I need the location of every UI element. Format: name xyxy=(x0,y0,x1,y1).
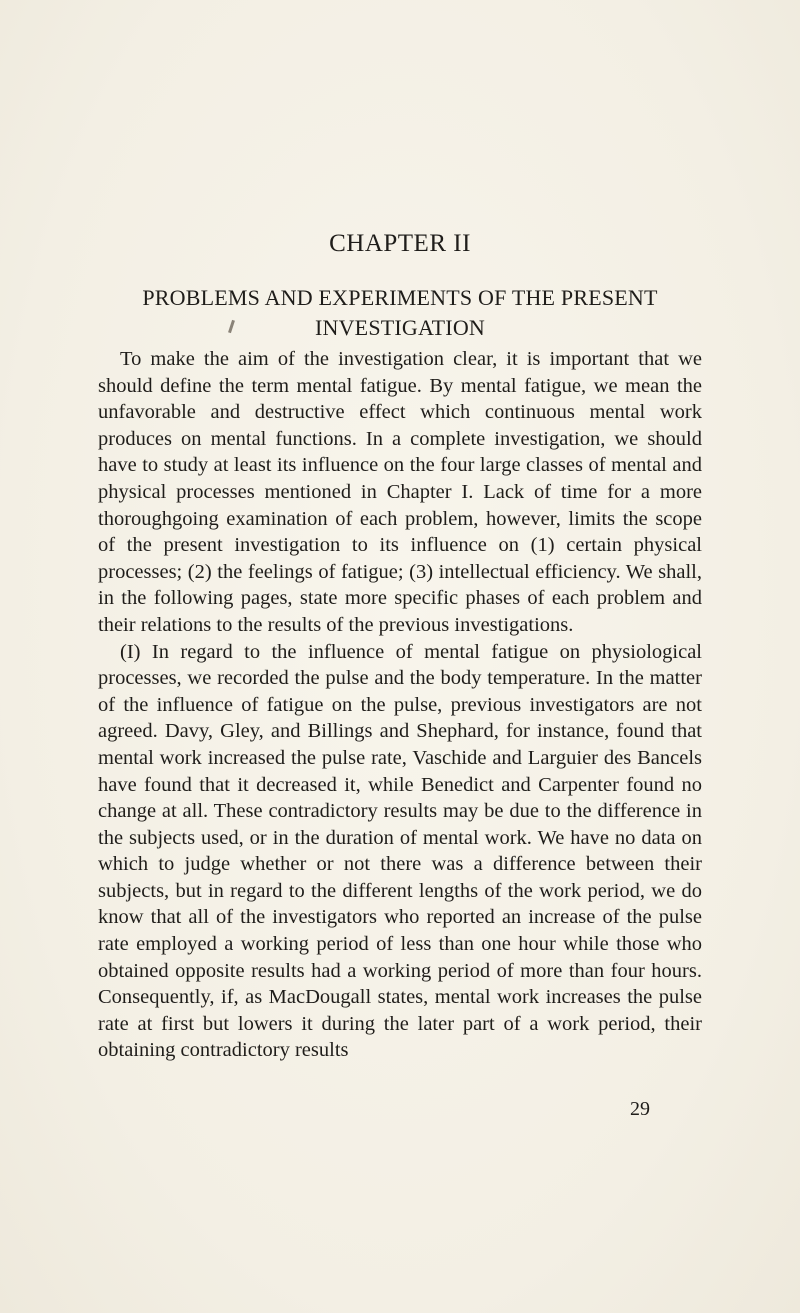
chapter-title-line-1: PROBLEMS AND EXPERIMENTS OF THE PRESENT xyxy=(142,285,658,310)
paragraph-physiological: (I) In regard to the influence of mental fatigue on physiological processes, we recorded the pulse and the body temperature. In the matter of the influence of fatigue on the pulse, previous investigators are not agreed. Davy, Gley, and Billings and Shephard, for instance, found that mental work increased the pulse rate, Vaschide and Larguier des Bancels have found that it decreased it, while Benedict and Carpenter found no change at all. These contradictory results may be due to the difference in the subjects used, or in the duration of mental work. We have no data on which to judge whether or not there was a difference between their subjects, but in regard to the different lengths of the work period, we do know that all of the investigators who reported an increase of the pulse rate employed a working period of less than one hour while those who obtained opposite results had a working period of more than four hours. Consequently, if, as MacDougall states, mental work increases the pulse rate at first but lowers it during the later part of a work period, their obtaining contradictory results xyxy=(98,640,702,1062)
body-text xyxy=(98,346,702,1064)
paragraph-intro: To make the aim of the investigation clear, it is important that we should define the term mental fatigue. By mental fatigue, we mean the unfavorable and destructive effect which continuous mental work produces on mental functions. In a complete investigation, we should have to study at least its influence on the four large classes of mental and physical processes mentioned in Chapter I. Lack of time for a more thoroughgoing examination of each problem, however, limits the scope of the present investigation to its influence on (1) certain physical processes; (2) the feelings of fatigue; (3) intellectual efficiency. We shall, in the following pages, state more specific phases of each problem and their relations to the results of the previous investigations. xyxy=(98,348,702,636)
chapter-heading: CHAPTER II xyxy=(329,230,471,257)
chapter-title-line-2: INVESTIGATION xyxy=(314,315,486,340)
page-number: 29 xyxy=(630,1098,650,1120)
